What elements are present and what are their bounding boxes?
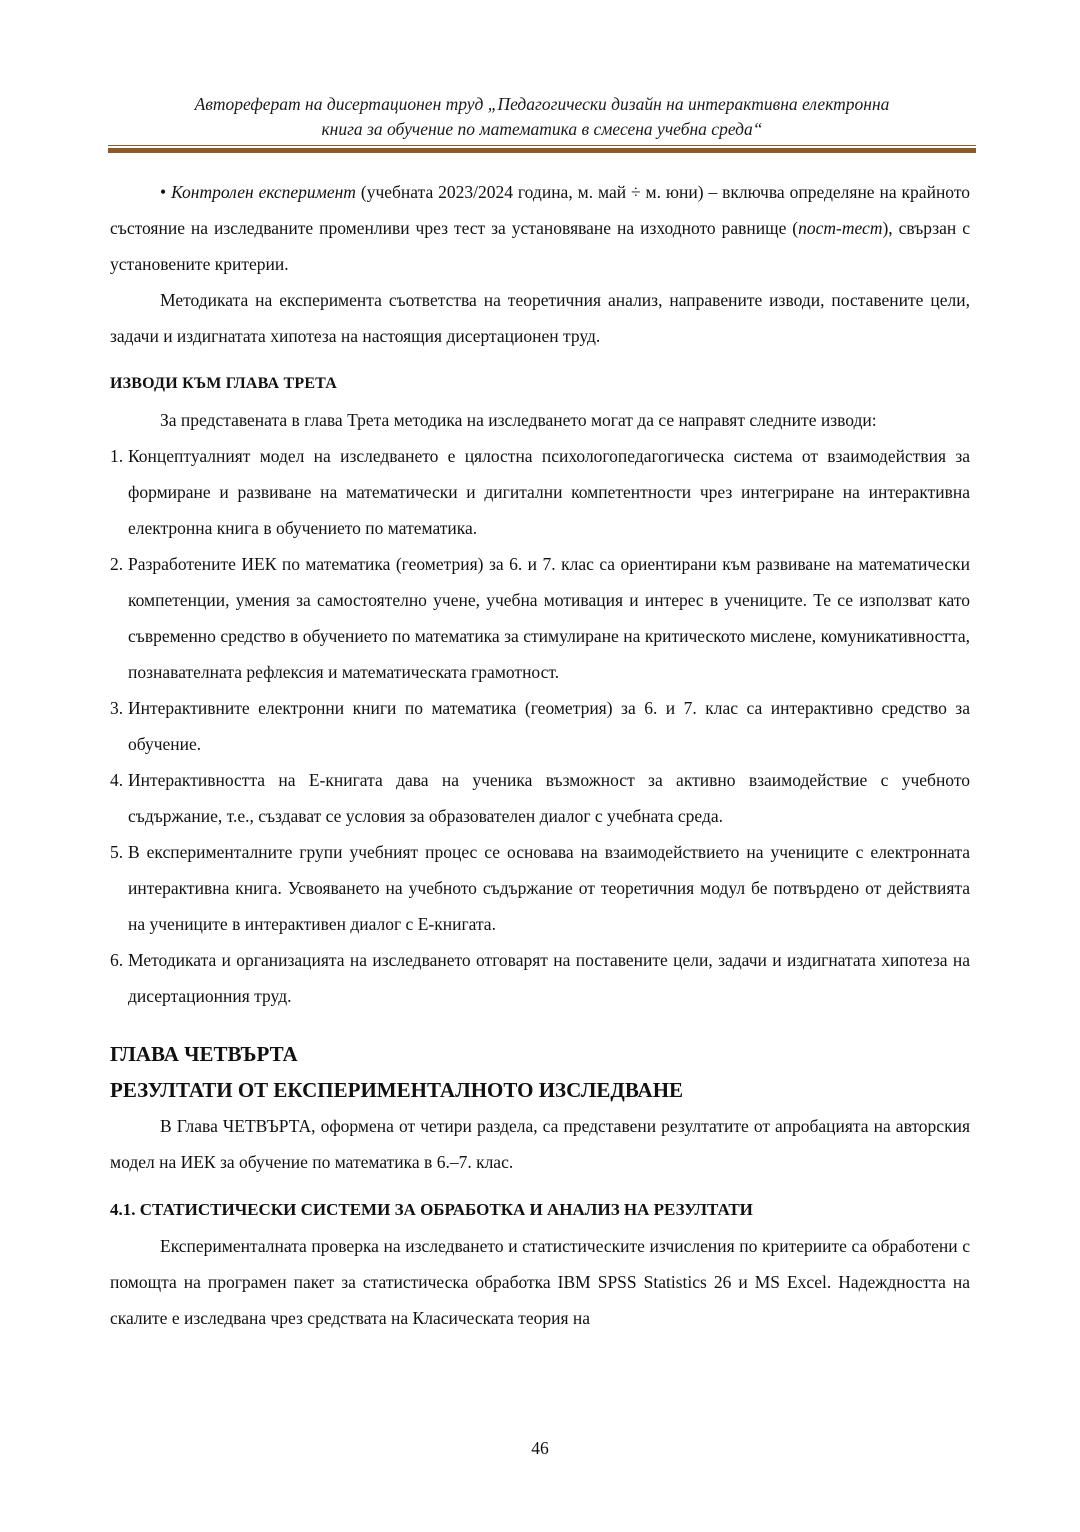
list-item-number: 1. <box>110 446 124 466</box>
header-rule-thin <box>108 145 976 146</box>
bullet-icon: • <box>160 182 167 202</box>
conclusions-heading: ИЗВОДИ КЪМ ГЛАВА ТРЕТА <box>110 375 338 392</box>
list-item <box>110 834 970 942</box>
section-paragraph: Експерименталната проверка на изследването и статистическите изчисления по критериите са обработени с помощта на програмен пакет за статистическа обработка IBM SPSS Statistics 26 и MS Excel. Надеждността на скалите е изследвана чрез средствата на Класическата теория на <box>110 1236 970 1328</box>
bullet-paragraph <box>110 174 970 282</box>
list-item-number: 2. <box>110 554 124 574</box>
header-rule-thick <box>108 148 976 153</box>
chapter-intro: В Глава ЧЕТВЪРТА, оформена от четири раздела, са представени резултатите от апробацията на авторския модел на ИЕК за обучение по математика в 6.–7. клас. <box>110 1116 970 1172</box>
header-line-2: книга за обучение по математика в смесена учебна среда“ <box>321 119 763 139</box>
list-item <box>110 438 970 546</box>
running-header <box>108 92 976 142</box>
list-item <box>110 546 970 690</box>
bullet-inner-term: пост-тест <box>798 218 883 238</box>
list-item-text: В експерименталните групи учебният процес се основава на взаимодействието на учениците с електронната интерактивна книга. Усвояването на учебното съдържание от теоретичния модул бе потвърдено от действията на учениците в интерактивен диалог с Е-книгата. <box>128 842 970 934</box>
list-item-number: 3. <box>110 698 124 718</box>
bullet-text-end: ), свързан с установените критерии. <box>110 218 970 274</box>
list-item-number: 5. <box>110 842 124 862</box>
list-item-number: 4. <box>110 770 124 790</box>
methodology-paragraph: Методиката на експеримента съответства на теоретичния анализ, направените изводи, поставените цели, задачи и издигнатата хипотеза на настоящия дисертационен труд. <box>110 290 970 346</box>
list-item-text: Методиката и организацията на изследването отговарят на поставените цели, задачи и издигнатата хипотеза на дисертационния труд. <box>128 950 970 1006</box>
conclusions-list <box>110 438 970 1014</box>
chapter-title: ГЛАВА ЧЕТВЪРТА <box>110 1042 298 1066</box>
conclusions-intro: За представената в глава Трета методика на изследването могат да се направят следните изводи: <box>160 410 877 430</box>
page-body <box>110 174 970 1336</box>
list-item-text: Концептуалният модел на изследването е цялостна психологопедагогическа система от взаимодействия за формиране и развиване на математически и дигитални компетентности чрез интегриране на интерактивна електронна книга в обучението по математика. <box>128 446 970 538</box>
list-item-text: Разработените ИЕК по математика (геометрия) за 6. и 7. клас са ориентирани към развиване на математически компетенции, умения за самостоятелно учене, учебна мотивация и интерес в учениците. Те се използват като съвременно средство в обучението по математика за стимулиране на критическото мислене, комуникативността, познавателната рефлексия и математическата грамотност. <box>128 554 970 682</box>
page-number: 46 <box>531 1438 549 1458</box>
header-line-1: Автореферат на дисертационен труд „Педагогически дизайн на интерактивна електронна <box>194 94 890 114</box>
bullet-text: (учебната 2023/2024 година, м. май ÷ м. юни) – включва определяне на крайното състояние на изследваните променливи чрез тест за установяване на изходното равнище ( <box>110 182 970 238</box>
list-item-number: 6. <box>110 950 124 970</box>
list-item <box>110 762 970 834</box>
list-item <box>110 690 970 762</box>
chapter-subtitle: РЕЗУЛТАТИ ОТ ЕКСПЕРИМЕНТАЛНОТО ИЗСЛЕДВАНЕ <box>110 1078 684 1102</box>
section-heading: 4.1. СТАТИСТИЧЕСКИ СИСТЕМИ ЗА ОБРАБОТКА И АНАЛИЗ НА РЕЗУЛТАТИ <box>110 1200 753 1219</box>
bullet-term: Контролен експеримент <box>171 182 356 202</box>
list-item <box>110 942 970 1014</box>
list-item-text: Интерактивността на Е-книгата дава на ученика възможност за активно взаимодействие с учебното съдържание, т.е., създават се условия за образователен диалог с учебната среда. <box>128 770 970 826</box>
list-item-text: Интерактивните електронни книги по математика (геометрия) за 6. и 7. клас са интерактивно средство за обучение. <box>128 698 970 754</box>
